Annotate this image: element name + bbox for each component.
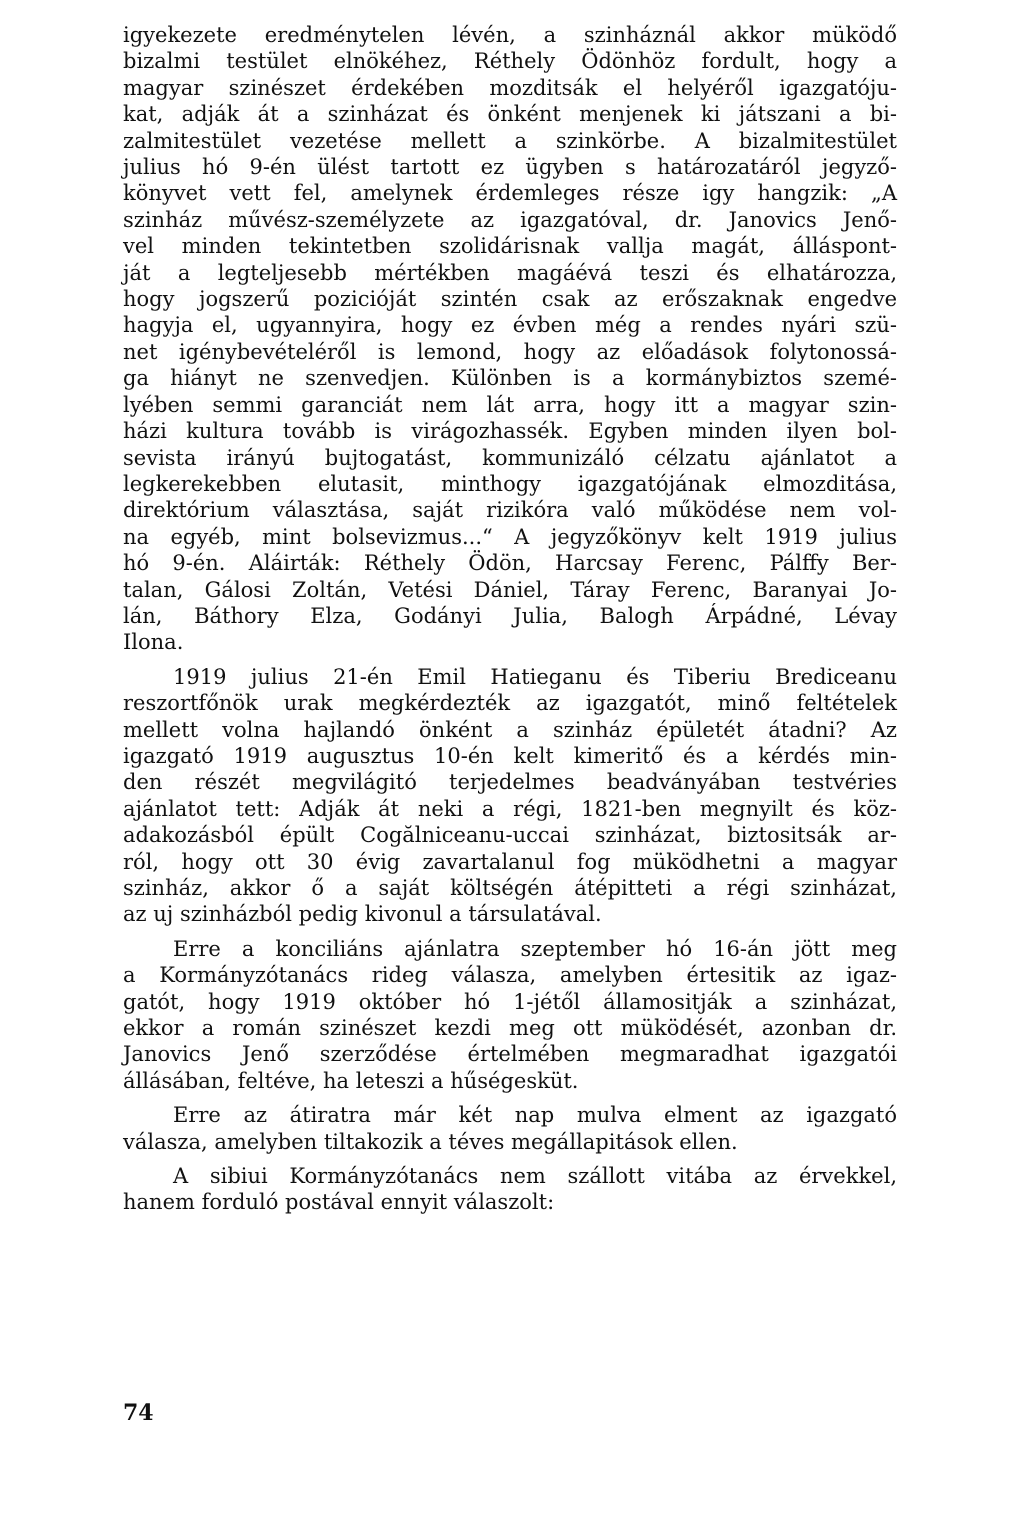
text-line: az uj szinházból pedig kivonul a társulatával.	[123, 902, 602, 927]
text-line: 1919 julius 21-én Emil Hatieganu és Tiberiu Brediceanu	[173, 664, 897, 689]
text-line: kat, adják át a szinházat és önként menjenek ki játszani a bi-	[123, 102, 897, 127]
text-line: reszortfőnök urak megkérdezték az igazgatót, minő feltételek	[123, 691, 897, 716]
text-line: talan, Gálosi Zoltán, Vetési Dániel, Táray Ferenc, Baranyai Jo-	[123, 577, 897, 602]
page-body	[123, 22, 897, 1216]
text-line: legkerekebben elutasit, minthogy igazgatójának elmozditása,	[123, 471, 897, 496]
text-line: hogy jogszerű pozicióját szintén csak az erőszaknak engedve	[123, 287, 897, 312]
text-line: na egyéb, mint bolsevizmus...“ A jegyzőkönyv kelt 1919 julius	[123, 524, 897, 549]
text-line: hanem forduló postával ennyit válaszolt:	[123, 1190, 555, 1215]
text-line: magyar szinészet érdekében mozditsák el helyéről igazgatóju-	[123, 75, 897, 100]
text-line: A sibiui Kormányzótanács nem szállott vitába az érvekkel,	[173, 1164, 897, 1189]
text-line: könyvet vett fel, amelynek érdemleges része igy hangzik: „A	[123, 181, 897, 206]
text-line: ekkor a román szinészet kezdi meg ott müködését, azonban dr.	[123, 1016, 897, 1041]
paragraph-5	[123, 1163, 897, 1216]
text-line: den részét megvilágitó terjedelmes beadványában testvéries	[123, 770, 897, 795]
text-line: julius hó 9-én ülést tartott ez ügyben s határozatáról jegyző-	[123, 155, 897, 180]
text-line: igazgató 1919 augusztus 10-én kelt kimeritő és a kérdés min-	[123, 743, 897, 768]
text-line: direktórium választása, saját rizikóra való működése nem vol-	[123, 498, 897, 523]
text-line: vel minden tekintetben szolidárisnak vallja magát, álláspont-	[123, 234, 897, 259]
text-line: bizalmi testület elnökéhez, Réthely Ödönhöz fordult, hogy a	[123, 49, 897, 74]
page-number: 74	[123, 1400, 154, 1426]
text-line: Erre a konciliáns ajánlatra szeptember hó 16-án jött meg	[173, 936, 897, 961]
text-line: ról, hogy ott 30 évig zavartalanul fog müködhetni a magyar	[123, 849, 897, 874]
text-line: válasza, amelyben tiltakozik a téves megállapitások ellen.	[123, 1129, 738, 1154]
text-line: lyében semmi garanciát nem lát arra, hogy itt a magyar szin-	[123, 392, 897, 417]
paragraph-4	[123, 1102, 897, 1155]
text-line: szinház művész-személyzete az igazgatóval, dr. Janovics Jenő-	[123, 207, 897, 232]
text-line: adakozásból épült Cogălniceanu-uccai szinházat, biztositsák ar-	[123, 823, 897, 848]
text-line: zalmitestület vezetése mellett a szinkörbe. A bizalmitestület	[123, 128, 897, 153]
text-line: a Kormányzótanács rideg válasza, amelyben értesitik az igaz-	[123, 963, 897, 988]
text-line: gatót, hogy 1919 október hó 1-jétől államositják a szinházat,	[123, 989, 897, 1014]
text-line: állásában, feltéve, ha leteszi a hűségesküt.	[123, 1068, 579, 1093]
paragraph-2	[123, 664, 897, 928]
text-line: hó 9-én. Aláirták: Réthely Ödön, Harcsay Ferenc, Pálffy Ber-	[123, 551, 897, 576]
text-line: ga hiányt ne szenvedjen. Különben is a kormánybiztos szemé-	[123, 366, 897, 391]
paragraph-1	[123, 22, 897, 656]
text-line: Erre az átiratra már két nap mulva elment az igazgató	[173, 1103, 897, 1128]
text-line: Ilona.	[123, 630, 184, 655]
text-line: mellett volna hajlandó önként a szinház épületét átadni? Az	[123, 717, 897, 742]
text-line: ajánlatot tett: Adják át neki a régi, 1821-ben megnyilt és köz-	[123, 796, 897, 821]
text-line: sevista irányú bujtogatást, kommunizáló célzatu ajánlatot a	[123, 445, 897, 470]
paragraph-3	[123, 936, 897, 1094]
text-line: házi kultura tovább is virágozhassék. Egyben minden ilyen bol-	[123, 419, 897, 444]
text-line: ját a legteljesebb mértékben magáévá teszi és elhatározza,	[123, 260, 897, 285]
text-line: net igénybevételéről is lemond, hogy az előadások folytonossá-	[123, 339, 897, 364]
text-line: igyekezete eredménytelen lévén, a szinháznál akkor müködő	[123, 23, 897, 47]
text-line: szinház, akkor ő a saját költségén átépitteti a régi szinházat,	[123, 876, 897, 900]
text-line: Janovics Jenő szerződése értelmében megmaradhat igazgatói	[123, 1042, 897, 1067]
text-line: hagyja el, ugyannyira, hogy ez évben még a rendes nyári szü-	[123, 313, 897, 338]
text-line: lán, Báthory Elza, Godányi Julia, Balogh Árpádné, Lévay	[123, 603, 897, 628]
